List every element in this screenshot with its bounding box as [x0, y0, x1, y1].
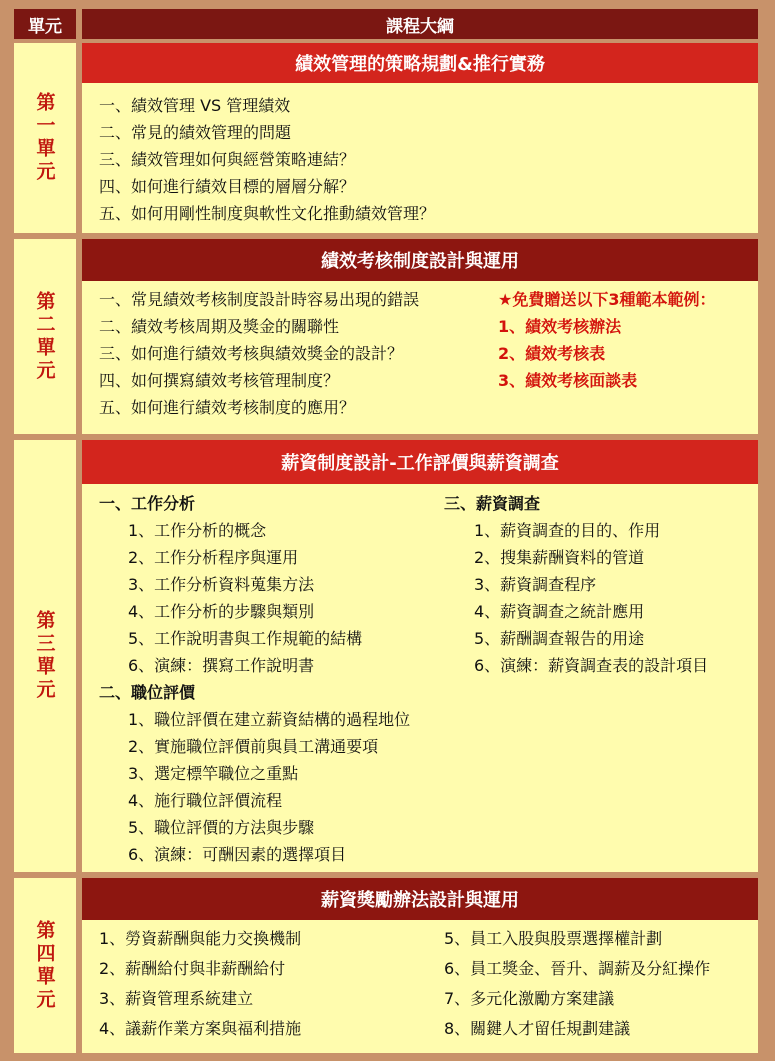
unit-2-item: 二、績效考核周期及獎金的關聯性	[99, 317, 340, 336]
unit-2-label-cell	[14, 239, 76, 434]
unit-4-item: 7、多元化激勵方案建議	[444, 989, 615, 1008]
unit-2-item: 一、常見績效考核制度設計時容易出現的錯誤	[99, 290, 420, 309]
unit-1-item: 五、如何用剛性制度與軟性文化推動績效管理？	[99, 204, 436, 223]
unit-3-item: 6、演練：可酬因素的選擇項目	[128, 845, 347, 864]
unit-4-label-cell	[14, 878, 76, 1053]
unit-3-item: 4、薪資調查之統計應用	[474, 602, 645, 621]
unit-2-label: 第二單元	[33, 290, 56, 383]
unit-3-item: 2、工作分析程序與運用	[128, 548, 299, 567]
unit-2-title: 績效考核制度設計與運用	[82, 239, 758, 281]
unit-3-item: 1、薪資調查的目的、作用	[474, 521, 661, 540]
unit-2-bonus-item: 2、績效考核表	[498, 344, 606, 363]
unit-3-title: 薪資制度設計-工作評價與薪資調查	[82, 440, 758, 484]
unit-3-content	[82, 440, 758, 872]
unit-4-item: 2、薪酬給付與非薪酬給付	[99, 959, 286, 978]
unit-2-bonus-heading: ★免費贈送以下3種範本範例：	[498, 290, 716, 309]
unit-3-item: 5、薪酬調查報告的用途	[474, 629, 645, 648]
unit-2-content	[82, 239, 758, 434]
unit-4-item: 5、員工入股與股票選擇權計劃	[444, 929, 663, 948]
unit-3-item: 3、選定標竿職位之重點	[128, 764, 299, 783]
unit-3-item: 4、工作分析的步驟與類別	[128, 602, 315, 621]
unit-4-item: 1、勞資薪酬與能力交換機制	[99, 929, 302, 948]
unit-3-label: 第三單元	[33, 610, 56, 702]
unit-3-item: 5、職位評價的方法與步驟	[128, 818, 315, 837]
unit-3-item: 3、工作分析資料蒐集方法	[128, 575, 315, 594]
header-outline-cell: 課程大綱	[82, 9, 758, 39]
unit-3-item: 3、薪資調查程序	[474, 575, 597, 594]
unit-3-item: 2、實施職位評價前與員工溝通要項	[128, 737, 379, 756]
unit-3-label-cell	[14, 440, 76, 872]
unit-1-label: 第一單元	[33, 92, 56, 184]
unit-4-label: 第四單元	[33, 919, 56, 1012]
unit-3-item: 5、工作說明書與工作規範的結構	[128, 629, 363, 648]
unit-1-item: 四、如何進行績效目標的層層分解？	[99, 177, 356, 196]
unit-2-bonus-item: 1、績效考核辦法	[498, 317, 622, 336]
unit-2-item: 三、如何進行績效考核與績效獎金的設計？	[99, 344, 404, 363]
unit-3-item: 1、職位評價在建立薪資結構的過程地位	[128, 710, 411, 729]
unit-4-item: 6、員工獎金、晉升、調薪及分紅操作	[444, 959, 711, 978]
unit-1-item: 三、績效管理如何與經營策略連結？	[99, 150, 356, 169]
unit-2-item: 四、如何撰寫績效考核管理制度？	[99, 371, 340, 390]
unit-4-item: 8、關鍵人才留任規劃建議	[444, 1019, 631, 1038]
unit-1-label-cell	[14, 43, 76, 233]
unit-1-content	[82, 43, 758, 233]
unit-3-item: 4、施行職位評價流程	[128, 791, 283, 810]
unit-4-title: 薪資獎勵辦法設計與運用	[82, 878, 758, 920]
unit-3-item: 2、搜集薪酬資料的管道	[474, 548, 645, 567]
unit-4-item: 4、議薪作業方案與福利措施	[99, 1019, 302, 1038]
header-unit-cell: 單元	[14, 9, 76, 39]
unit-3-item: 6、演練：撰寫工作說明書	[128, 656, 315, 675]
unit-3-item: 6、演練：薪資調查表的設計項目	[474, 656, 709, 675]
unit-1-item: 二、常見的績效管理的問題	[99, 123, 292, 142]
unit-4-content	[82, 878, 758, 1053]
unit-3-item: 1、工作分析的概念	[128, 521, 267, 540]
unit-1-item: 一、績效管理 VS 管理績效	[99, 96, 291, 115]
unit-2-item: 五、如何進行績效考核制度的應用？	[99, 398, 356, 417]
unit-1-title: 績效管理的策略規劃&推行實務	[82, 43, 758, 83]
unit-3-section-heading: 二、職位評價	[99, 683, 196, 702]
unit-3-section-heading: 一、工作分析	[99, 494, 196, 513]
unit-2-bonus-item: 3、績效考核面談表	[498, 371, 638, 390]
unit-3-section-heading: 三、薪資調查	[444, 494, 541, 513]
unit-4-item: 3、薪資管理系統建立	[99, 989, 254, 1008]
